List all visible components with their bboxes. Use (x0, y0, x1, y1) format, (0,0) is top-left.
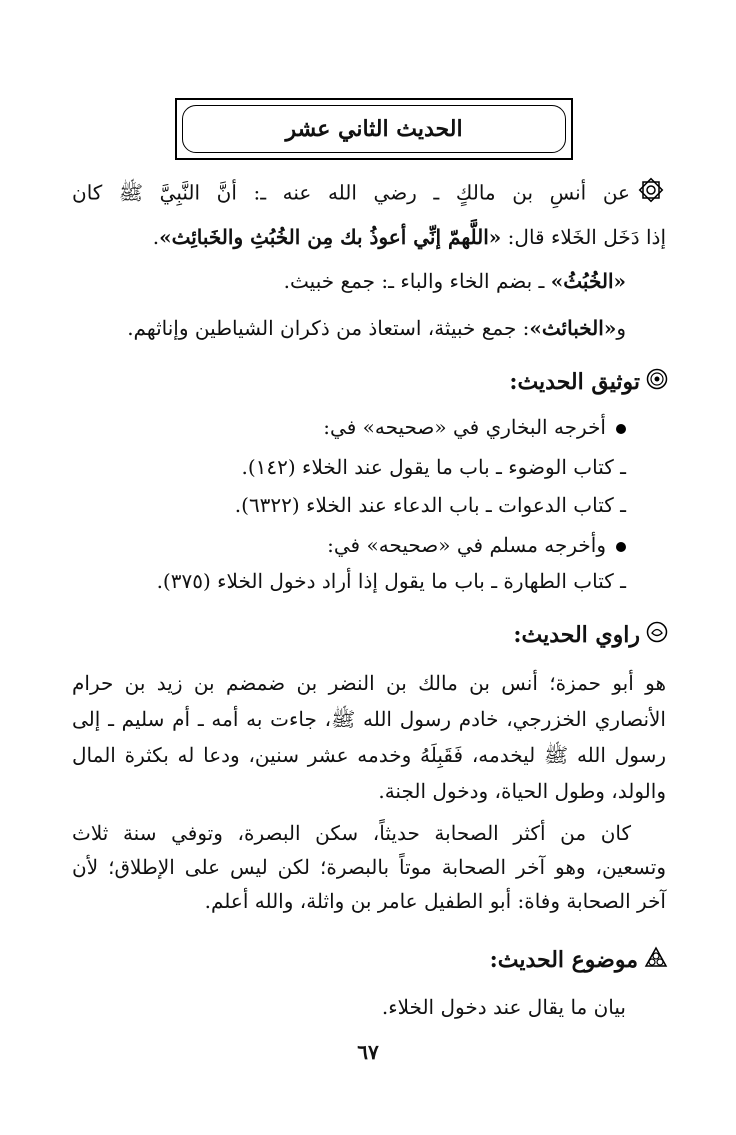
topic-heading: موضوع الحديث: (490, 945, 668, 976)
bukhari-ref-1: ـ كتاب الوضوء ـ باب ما يقول عند الخلاء (١٤٢). (241, 455, 626, 479)
bukhari-ref-2: ـ كتاب الدعوات ـ باب الدعاء عند الخلاء (٦٣٢٢). (234, 493, 626, 517)
title-frame (175, 98, 573, 160)
topic-text: بيان ما يقال عند دخول الخلاء. (381, 995, 626, 1019)
medallion-icon (646, 621, 668, 651)
definition-khubuth: «الخُبُثُ» ـ بضم الخاء والباء ـ: جمع خبيث. (283, 269, 626, 293)
narrator-p1-line-1: هو أبو حمزة؛ أنس بن مالك بن النضر بن ضمضم بن زيد بن حرام (72, 671, 666, 695)
bullet-icon (616, 424, 626, 434)
bukhari-source: أخرجه البخاري في «صحيحه» في: (323, 412, 626, 442)
rosette-icon (646, 368, 668, 398)
star-ornament-icon (636, 175, 666, 213)
hadith-title: الحديث الثاني عشر (182, 105, 566, 153)
narrator-heading: راوي الحديث: (513, 620, 668, 651)
narrator-p1-line-4: والولد، وطول الحياة، ودخول الجنة. (378, 779, 666, 803)
narrator-p1-line-2: الأنصاري الخزرجي، خادم رسول الله ﷺ، جاءت به أمه ـ أم سليم ـ إلى (72, 707, 666, 731)
hadith-line-2: إذا دَخَل الخَلاء قال: «اللَّهمّ إنِّي أعوذُ بك مِن الخُبُثِ والخَبائِث». (152, 225, 666, 249)
muslim-source: وأخرجه مسلم في «صحيحه» في: (327, 530, 626, 560)
muslim-ref-1: ـ كتاب الطهارة ـ باب ما يقول إذا أراد دخول الخلاء (٣٧٥). (156, 569, 626, 593)
narrator-p2-line-1: كان من أكثر الصحابة حديثاً، سكن البصرة، وتوفي سنة ثلاث (72, 821, 631, 845)
documentation-heading: توثيق الحديث: (509, 367, 668, 398)
narrator-p2-line-2: وتسعين، وهو آخر الصحابة موتاً بالبصرة؛ لكن ليس على الإطلاق؛ لأن (72, 855, 666, 879)
trefoil-icon (644, 946, 668, 976)
page-number: ٦٧ (357, 1040, 379, 1064)
hadith-line-1: عن أنسِ بن مالكٍ ـ رضي الله عنه ـ: أنَّ النَّبِيَّ ﷺ كان (72, 175, 666, 213)
definition-khabaith: و«الخبائث»: جمع خبيثة، استعاذ من ذكران الشياطين وإناثهم. (127, 316, 626, 340)
bullet-icon (616, 542, 626, 552)
narrator-p1-line-3: رسول الله ﷺ ليخدمه، فَقَبِلَهُ وخدمه عشر سنين، ودعا له بكثرة المال (72, 743, 666, 767)
narrator-p2-line-3: آخر الصحابة وفاة: أبو الطفيل عامر بن واثلة، والله أعلم. (204, 889, 666, 913)
